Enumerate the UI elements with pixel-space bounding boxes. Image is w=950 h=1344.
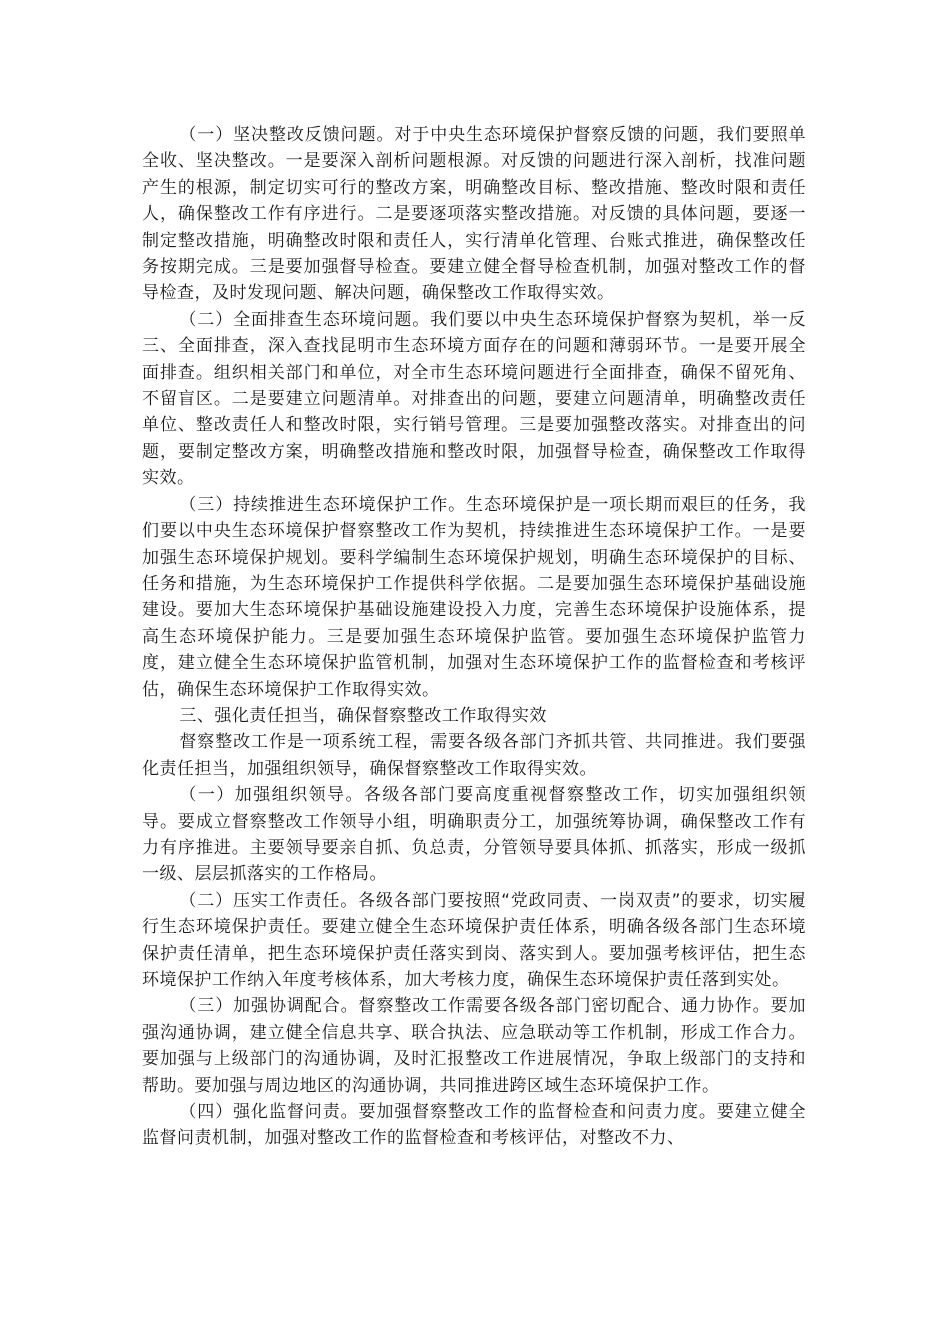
paragraph-coordination: （三）加强协调配合。督察整改工作需要各级各部门密切配合、通力协作。要加强沟通协调，建立健全信息共享、联合执法、应急联动等工作机制，形成工作合力。要加强与上级部门的沟通协调，及时汇报整改工作进展情况，争取上级部门的支持和帮助。要加强与周边地区的沟通协调，共同推进跨区域生态环境保护工作。 — [142, 996, 806, 1096]
paragraph-supervision-accountability: （四）强化监督问责。要加强督察整改工作的监督检查和问责力度。要建立健全监督问责机制，加强对整改工作的监督检查和考核评估，对整改不力、 — [142, 1102, 806, 1149]
paragraph-section-intro: 督察整改工作是一项系统工程，需要各级各部门齐抓共管、共同推进。我们要强化责任担当，加强组织领导，确保督察整改工作取得实效。 — [142, 732, 806, 779]
document-body — [142, 122, 806, 1152]
paragraph-continuous-protection: （三）持续推进生态环境保护工作。生态环境保护是一项长期而艰巨的任务，我们要以中央生态环境保护督察整改工作为契机，持续推进生态环境保护工作。一是要加强生态环境保护规划。要科学编制生态环境保护规划，明确生态环境保护的目标、任务和措施，为生态环境保护工作提供科学依据。二是要加强生态环境保护基础设施建设。要加大生态环境保护基础设施建设投入力度，完善生态环境保护设施体系，提高生态环境保护能力。三是要加强生态环境保护监管。要加强生态环境保护监管力度，建立健全生态环境保护监管机制，加强对生态环境保护工作的监督检查和考核评估，确保生态环境保护工作取得实效。 — [142, 494, 806, 700]
paragraph-work-responsibility: （二）压实工作责任。各级各部门要按照“党政同责、一岗双责”的要求，切实履行生态环境保护责任。要建立健全生态环境保护责任体系，明确各级各部门生态环境保护责任清单，把生态环境保护责任落实到岗、落实到人。要加强考核评估，把生态环境保护工作纳入年度考核体系，加大考核力度，确保生态环境保护责任落到实处。 — [142, 890, 806, 990]
section-heading-responsibility: 三、强化责任担当，确保督察整改工作取得实效 — [179, 705, 547, 726]
paragraph-rectify-feedback: （一）坚决整改反馈问题。对于中央生态环境保护督察反馈的问题，我们要照单全收、坚决整改。一是要深入剖析问题根源。对反馈的问题进行深入剖析，找准问题产生的根源，制定切实可行的整改方案，明确整改目标、整改措施、整改时限和责任人，确保整改工作有序进行。二是要逐项落实整改措施。对反馈的具体问题，要逐一制定整改措施，明确整改时限和责任人，实行清单化管理、台账式推进，确保整改任务按期完成。三是要加强督导检查。要建立健全督导检查机制，加强对整改工作的督导检查，及时发现问题、解决问题，确保整改工作取得实效。 — [142, 125, 806, 304]
paragraph-organizational-leadership: （一）加强组织领导。各级各部门要高度重视督察整改工作，切实加强组织领导。要成立督察整改工作领导小组，明确职责分工，加强统筹协调，确保整改工作有力有序推进。主要领导要亲自抓、负总责，分管领导要具体抓、抓落实，形成一级抓一级、层层抓落实的工作格局。 — [142, 785, 806, 885]
paragraph-comprehensive-inspection: （二）全面排查生态环境问题。我们要以中央生态环境保护督察为契机，举一反三、全面排查，深入查找昆明市生态环境方面存在的问题和薄弱环节。一是要开展全面排查。组织相关部门和单位，对全市生态环境问题进行全面排查，确保不留死角、不留盲区。二是要建立问题清单。对排查出的问题，要建立问题清单，明确整改责任单位、整改责任人和整改时限，实行销号管理。三是要加强整改落实。对排查出的问题，要制定整改方案，明确整改措施和整改时限，加强督导检查，确保整改工作取得实效。 — [142, 309, 806, 489]
